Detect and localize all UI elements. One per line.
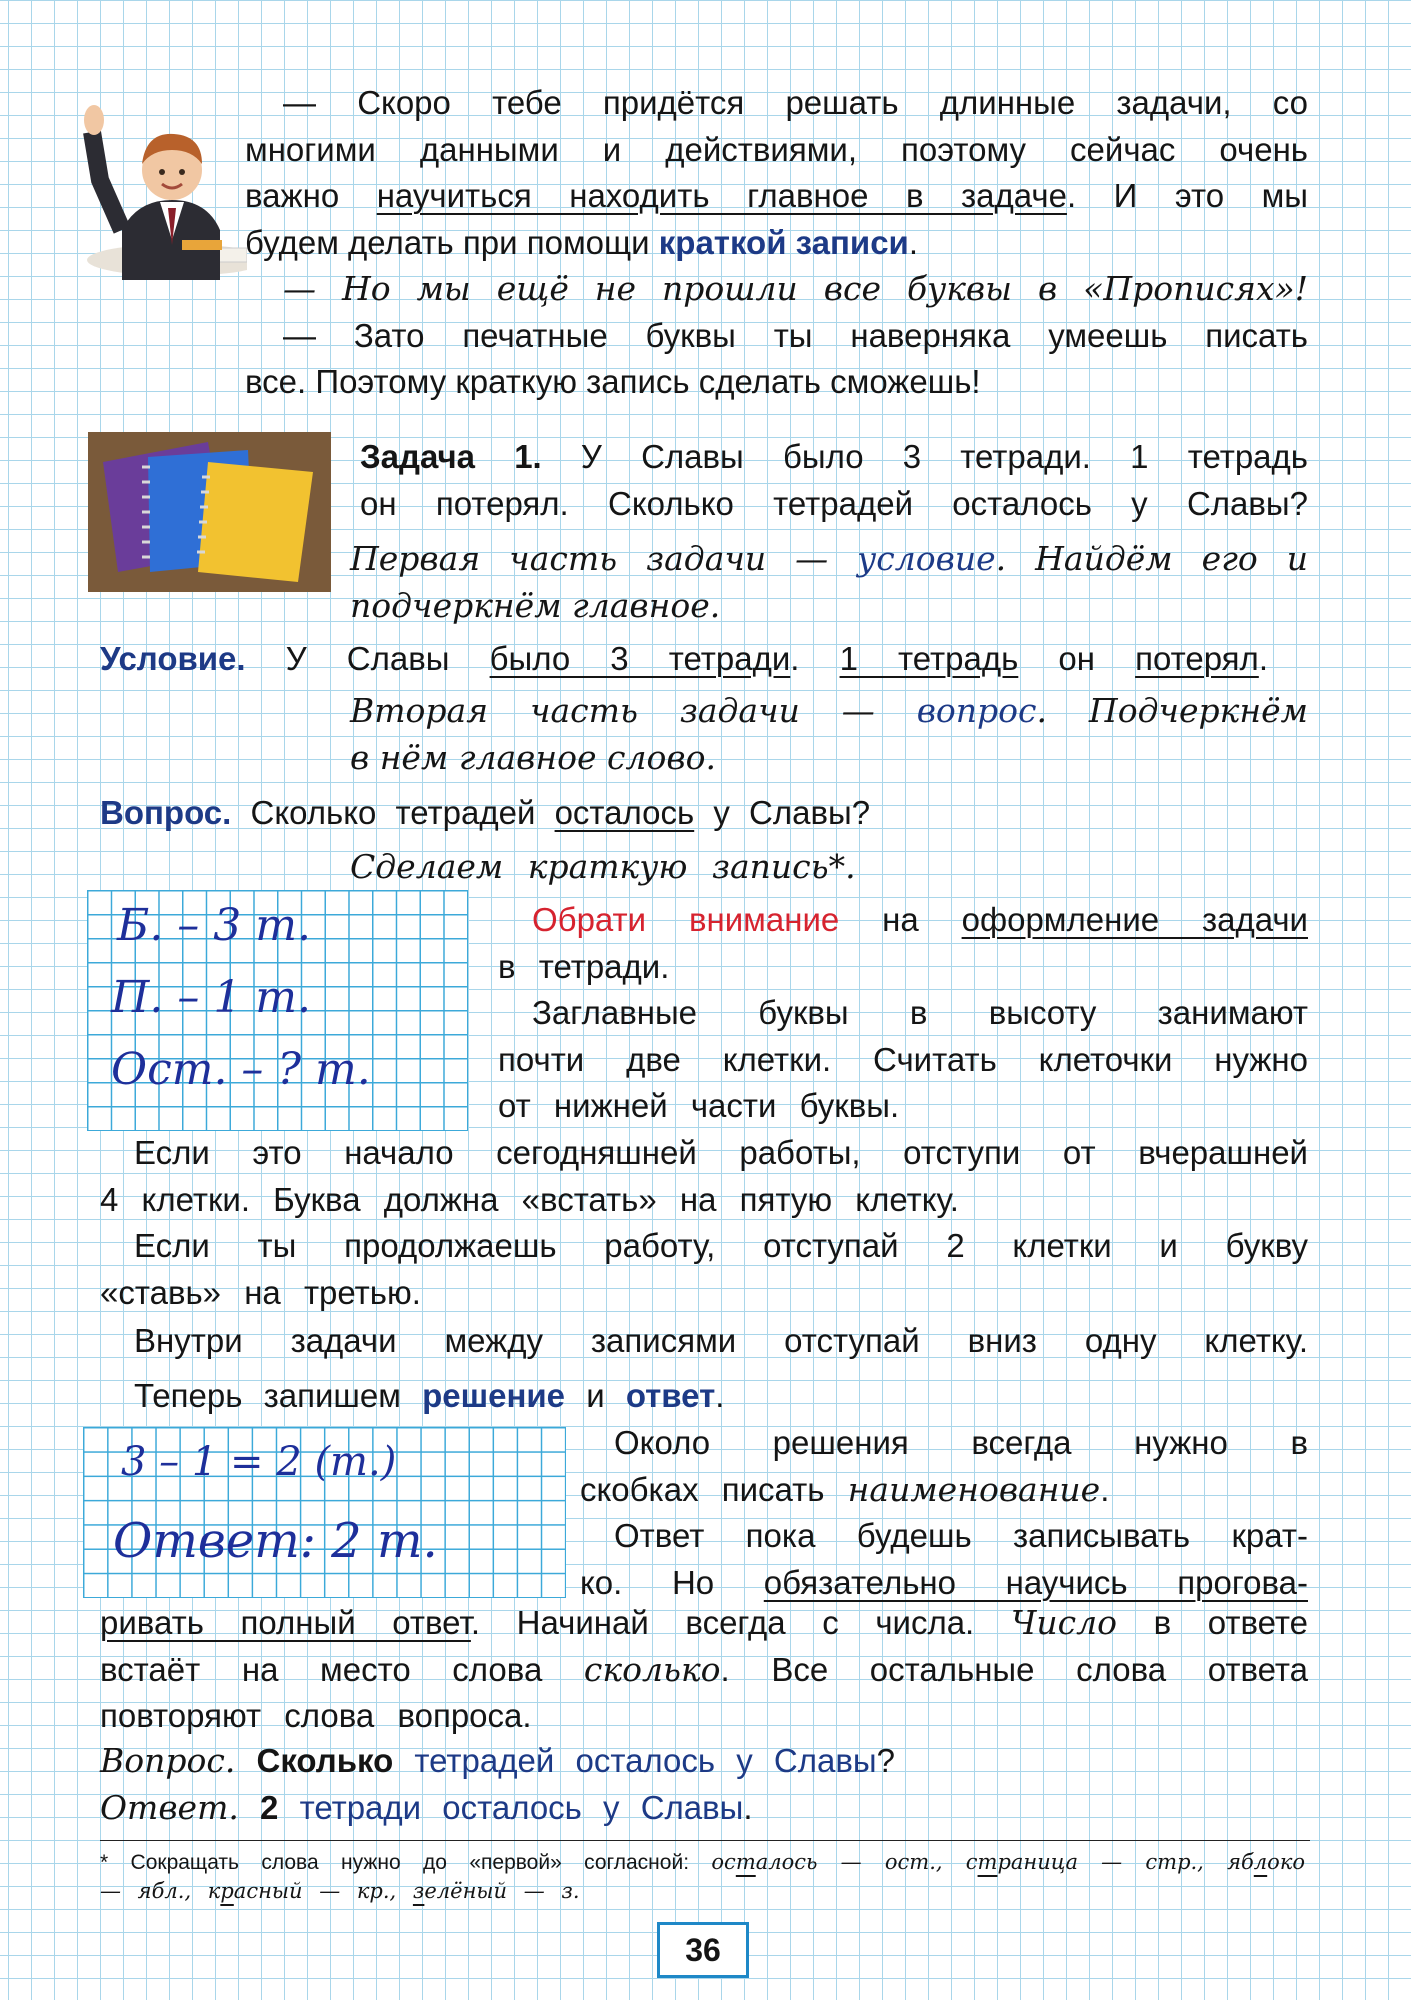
- solution-grid: [83, 1427, 566, 1598]
- footnote: [100, 1848, 1305, 1906]
- task-line: он потерял. Сколько тетрадей осталось у Славы?: [360, 484, 1308, 522]
- text: елёный — з.: [424, 1879, 580, 1903]
- solution-line: 3 – 1 = 2 (т.): [121, 1439, 397, 1485]
- intro-line: — Зато печатные буквы ты наверняка умеешь писать: [283, 316, 1308, 354]
- text: на: [839, 901, 962, 938]
- near-line: [580, 1467, 1308, 1514]
- note-line: [350, 536, 1308, 583]
- short-note: [350, 844, 910, 891]
- attention-line: в тетради.: [498, 947, 670, 985]
- text: будем делать при помощи: [245, 223, 659, 261]
- underlined-text: ривать полный ответ: [100, 1604, 471, 1641]
- text: .: [715, 1376, 725, 1414]
- caps-line: Заглавные буквы в высоту занимают: [532, 994, 1308, 1031]
- question-row: [100, 790, 1308, 837]
- underlined-text: оформление задачи: [961, 901, 1308, 938]
- example-answer: [100, 1785, 1100, 1832]
- rule-line: Если это начало сегодняшней работы, отступи от вчерашней: [134, 1134, 1308, 1171]
- rule-line: «ставь» на третью.: [100, 1273, 421, 1311]
- intro-line: — Скоро тебе придётся решать длинные задачи, со: [283, 84, 1308, 121]
- text: .: [790, 640, 840, 677]
- text: важно: [245, 177, 377, 214]
- text: ко. Но: [580, 1563, 764, 1601]
- bottom-line: [100, 1647, 1308, 1694]
- term-question: вопрос: [916, 691, 1037, 730]
- text: — ябл., к: [100, 1879, 221, 1903]
- blue-text: тетради осталось у Славы: [278, 1788, 744, 1826]
- text: .: [1258, 640, 1268, 677]
- bold-number: 2: [260, 1788, 279, 1826]
- question-line: [100, 790, 1308, 837]
- intro-line: все. Поэтому краткую запись сделать сможешь!: [245, 363, 981, 400]
- key-term: решение: [422, 1376, 566, 1414]
- bold-word: Сколько: [256, 1742, 394, 1779]
- notebooks-icon: [88, 432, 331, 592]
- rule-line: Внутри задачи между записями отступай вниз одну клетку.: [134, 1322, 1308, 1359]
- page-number: 36: [657, 1922, 749, 1978]
- indent-rules: [100, 1130, 1308, 1419]
- condition-line: [100, 636, 1268, 683]
- intro-text: [245, 80, 1308, 406]
- near-solution-text: [580, 1420, 1308, 1606]
- bottom-line: [100, 1600, 1308, 1647]
- text: * Сокращать слова нужно до «первой» согласной:: [100, 1851, 712, 1874]
- attention-line: [498, 897, 1308, 944]
- underlined-text: научиться находить главное в задаче: [376, 177, 1067, 214]
- text: в ответе: [1116, 1604, 1309, 1641]
- text: асный — кр.,: [233, 1879, 413, 1903]
- example-question-label: Вопрос.: [100, 1741, 236, 1780]
- short-record-grid: [87, 890, 468, 1131]
- text: встаёт на место слова: [100, 1650, 584, 1688]
- text: у Славы?: [694, 794, 871, 831]
- text: . И это мы: [1066, 177, 1308, 214]
- footnote-divider: [100, 1840, 1310, 1841]
- question-label: Вопрос.: [100, 794, 232, 831]
- text: Вторая часть задачи —: [350, 691, 917, 730]
- example-question: [100, 1738, 1100, 1785]
- text: . Найдём его и: [995, 539, 1308, 578]
- underlined-text: обязательно научись прогова-: [763, 1563, 1308, 1601]
- task-1: [360, 434, 1308, 527]
- underlined-text: 1 тетрадь: [839, 640, 1019, 677]
- answer-line: Ответ: 2 т.: [113, 1513, 438, 1569]
- attention-block: [498, 897, 1308, 1130]
- italic-term: сколько: [583, 1649, 721, 1689]
- underlined-letter: з: [412, 1879, 425, 1903]
- near-line: Около решения всегда нужно в: [614, 1424, 1308, 1461]
- underlined-letter: р: [220, 1879, 234, 1903]
- underlined-text: осталось: [554, 794, 695, 831]
- text: Теперь запишем: [134, 1376, 423, 1414]
- caps-line: почти две клетки. Считать клеточки нужно: [498, 1040, 1308, 1078]
- text: Первая часть задачи —: [350, 539, 858, 578]
- intro-line: [245, 220, 1308, 267]
- intro-line: многими данными и действиями, поэтому сейчас очень: [245, 130, 1308, 168]
- text: алось — ост., с: [755, 1850, 978, 1874]
- example-answer-label: Ответ.: [100, 1787, 239, 1827]
- text: око: [1267, 1850, 1305, 1874]
- boy-illustration: [82, 80, 247, 280]
- rule-line: Если ты продолжаешь работу, отступай 2 клетки и букву: [134, 1227, 1308, 1264]
- text: ?: [876, 1742, 895, 1779]
- text: Сколько тетрадей: [231, 794, 555, 831]
- text: раница — стр., яб: [997, 1850, 1254, 1874]
- task-line: [360, 434, 1308, 481]
- notebooks-picture: [88, 432, 331, 592]
- text: ос: [711, 1850, 736, 1874]
- question-note: [350, 688, 1308, 781]
- key-term: ответ: [625, 1376, 716, 1414]
- task-heading: Задача 1.: [360, 438, 542, 475]
- bottom-text: [100, 1600, 1308, 1740]
- short-record-line: П. – 1 т.: [111, 972, 312, 1023]
- underlined-text: потерял: [1135, 640, 1259, 677]
- boy-picture: [82, 80, 247, 280]
- intro-line: [245, 173, 1308, 220]
- underlined-letter: л: [1253, 1850, 1268, 1874]
- italic-example: [711, 1850, 1305, 1874]
- text: скобках писать: [580, 1470, 848, 1508]
- text: он: [1018, 640, 1136, 677]
- task-note: [350, 536, 1308, 629]
- text: . Начинай всегда с числа.: [470, 1604, 1011, 1641]
- near-line: Ответ пока будешь записывать крат-: [614, 1517, 1308, 1554]
- attention-highlight: Обрати внимание: [532, 901, 840, 938]
- caps-line: от нижней части буквы.: [498, 1087, 900, 1124]
- rule-line: [100, 1373, 1308, 1420]
- text: У Славы было 3 тетради. 1 тетрадь: [541, 438, 1308, 475]
- term-condition: условие: [857, 539, 996, 578]
- blue-text: тетрадей осталось у Славы: [393, 1742, 877, 1779]
- key-term: краткой записи: [658, 223, 909, 261]
- italic-term: Число: [1010, 1603, 1117, 1642]
- text: . Подчеркнём: [1036, 691, 1308, 730]
- intro-reply-italic: — Но мы ещё не прошли все буквы в «Прописях»!: [283, 269, 1308, 308]
- short-record-line: Ост. – ? т.: [111, 1044, 371, 1095]
- text: .: [908, 223, 918, 261]
- footnote-line: [100, 1848, 1305, 1877]
- text: У Славы: [245, 640, 490, 677]
- note-line: [350, 688, 1308, 735]
- underlined-letter: т: [977, 1850, 998, 1874]
- note-line: Сделаем краткую запись*.: [350, 847, 856, 886]
- text: .: [1100, 1470, 1110, 1508]
- underlined-text: было 3 тетради: [489, 640, 791, 677]
- text: и: [565, 1376, 626, 1414]
- text: .: [743, 1788, 753, 1826]
- note-line: в нём главное слово.: [350, 737, 716, 777]
- short-record-line: Б. – 3 т.: [117, 900, 311, 951]
- underlined-letter: т: [735, 1850, 756, 1874]
- bottom-line: повторяют слова вопроса.: [100, 1697, 532, 1734]
- rule-line: 4 клетки. Буква должна «встать» на пятую клетку.: [100, 1180, 959, 1218]
- note-line: подчеркнём главное.: [350, 585, 721, 625]
- italic-term: наименование: [847, 1469, 1101, 1509]
- footnote-line: [100, 1877, 1305, 1906]
- condition-row: [100, 636, 1268, 683]
- condition-label: Условие.: [100, 640, 246, 677]
- text: . Все остальные слова ответа: [720, 1650, 1308, 1688]
- example-qa: [100, 1738, 1100, 1831]
